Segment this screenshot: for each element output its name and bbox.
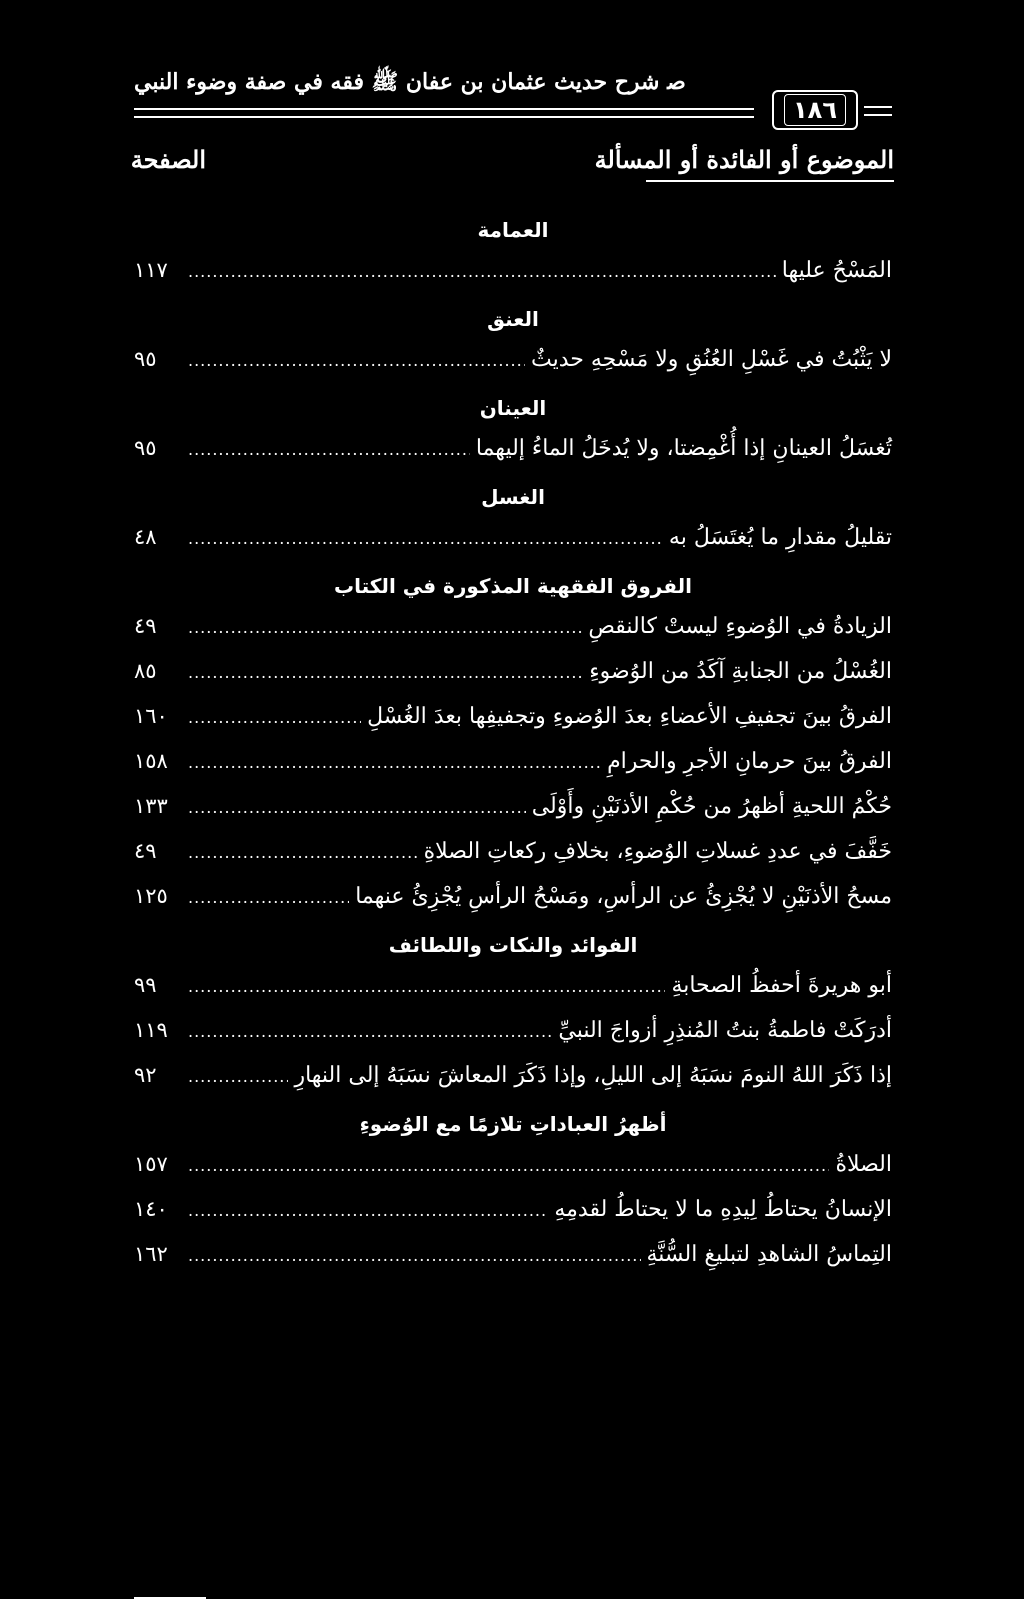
entry-topic: الإنسانُ يحتاطُ لِيدِهِ ما لا يحتاطُ لقدمِهِ xyxy=(554,1197,892,1222)
column-header-page: الصفحة xyxy=(134,145,206,1599)
index-entry xyxy=(134,739,892,784)
entry-topic: لا يَثْبُتُ في غَسْلِ العُنُقِ ولا مَسْحِهِ حديثٌ xyxy=(530,347,892,372)
entry-page-number: ١٣٣ xyxy=(134,794,168,818)
entry-page-number: ١١٩ xyxy=(134,1018,168,1042)
section-title: الغسل xyxy=(481,485,545,509)
entry-page-number: ١٥٧ xyxy=(134,1152,168,1176)
entry-page-number: ١١٧ xyxy=(134,258,168,282)
entry-topic: تُغسَلُ العينانِ إذا أُغْمِضتا، ولا يُدخَلُ الماءُ إليهما xyxy=(475,436,892,461)
entry-page-number: ١٦٠ xyxy=(134,704,168,728)
section-title: العينان xyxy=(479,396,547,420)
entry-topic: التِماسُ الشاهدِ لتبليغِ السُّنَّةِ xyxy=(646,1242,892,1267)
dot-leader xyxy=(188,964,665,1009)
entry-topic: الصلاةُ xyxy=(835,1152,892,1177)
section-title: العنق xyxy=(487,307,539,331)
page-number: ١٨٦ xyxy=(784,94,846,126)
index-entry xyxy=(134,829,892,874)
dot-leader xyxy=(188,249,776,294)
dot-leader xyxy=(188,740,601,785)
entry-topic: الفرقُ بينَ تجفيفِ الأعضاءِ بعدَ الوُضوءِ وتجفيفِها بعدَ الغُسْلِ xyxy=(367,704,892,729)
index-entry xyxy=(134,248,892,293)
section-title: الفوائد والنكات واللطائف xyxy=(388,933,638,957)
entry-page-number: ٤٨ xyxy=(134,525,157,549)
entry-topic: الزيادةُ في الوُضوءِ ليستْ كالنقصِ xyxy=(588,614,892,639)
dot-leader xyxy=(188,695,361,740)
dot-leader xyxy=(188,427,470,472)
index-entry xyxy=(134,1053,892,1098)
index-entry xyxy=(134,963,892,1008)
index-entry xyxy=(134,874,892,919)
index-entry xyxy=(134,515,892,560)
entry-topic: المَسْحُ عليها xyxy=(781,258,892,283)
dot-leader xyxy=(188,1188,548,1233)
index-entry xyxy=(134,1008,892,1053)
entry-page-number: ٨٥ xyxy=(134,659,157,683)
entry-page-number: ١٦٢ xyxy=(134,1242,168,1266)
entry-page-number: ٩٥ xyxy=(134,347,157,371)
index-content xyxy=(134,204,892,1277)
entry-topic: مسحُ الأذنَيْنِ لا يُجْزِئُ عن الرأسِ، ومَسْحُ الرأسِ يُجْزِئُ عنهما xyxy=(355,884,892,909)
entry-page-number: ١٤٠ xyxy=(134,1197,168,1221)
header-rule xyxy=(134,108,754,118)
index-entry xyxy=(134,1232,892,1277)
dot-leader xyxy=(188,830,418,875)
dot-leader xyxy=(188,1143,829,1188)
index-entry xyxy=(134,426,892,471)
index-entry xyxy=(134,649,892,694)
section-title: الفروق الفقهية المذكورة في الكتاب xyxy=(334,574,692,598)
index-entry xyxy=(134,604,892,649)
section-title: العمامة xyxy=(477,218,549,242)
dot-leader xyxy=(188,1233,641,1278)
entry-page-number: ٤٩ xyxy=(134,839,157,863)
running-title: ﺻ ﺷﺮح ﺣﺪﻳﺚ ﻋﺜﻤﺎن ﺑﻦ ﻋﻔﺎن ﷺ ﻓﻘﻪ ﻓﻲ ﺻﻔﺔ وﺿﻮء اﻟﻨﺒﻲ xyxy=(134,69,686,95)
section-title: أظهرُ العباداتِ تلازمًا مع الوُضوءِ xyxy=(359,1112,667,1136)
index-entry xyxy=(134,694,892,739)
dot-leader xyxy=(188,650,583,695)
entry-page-number: ٩٩ xyxy=(134,973,157,997)
index-entry xyxy=(134,784,892,829)
dot-leader xyxy=(188,605,582,650)
entry-page-number: ١٢٥ xyxy=(134,884,168,908)
page-number-frame xyxy=(772,90,858,130)
index-entry xyxy=(134,337,892,382)
page-header xyxy=(134,62,892,132)
entry-page-number: ٩٢ xyxy=(134,1063,157,1087)
index-entry xyxy=(134,1187,892,1232)
dot-leader xyxy=(188,785,526,830)
entry-page-number: ٤٩ xyxy=(134,614,157,638)
header-rule-short xyxy=(864,106,892,116)
index-entry xyxy=(134,1142,892,1187)
entry-page-number: ٩٥ xyxy=(134,436,157,460)
entry-topic: الفرقُ بينَ حرمانِ الأجرِ والحرامِ xyxy=(607,749,892,774)
entry-topic: خَفَّفَ في عددِ غسلاتِ الوُضوءِ، بخلافِ ركعاتِ الصلاةِ xyxy=(423,839,892,864)
entry-topic: تقليلُ مقدارِ ما يُغتَسَلُ به xyxy=(668,525,892,550)
entry-topic: إذا ذَكَرَ اللهُ النومَ نسَبَهُ إلى الليلِ، وإذا ذَكَرَ المعاشَ نسَبَهُ إلى النهارِ xyxy=(294,1063,892,1088)
dot-leader xyxy=(188,516,663,561)
column-header-topic: الموضوع أو الفائدة أو المسألة xyxy=(646,145,894,182)
entry-topic: الغُسْلُ من الجنابةِ آكَدُ من الوُضوءِ xyxy=(589,659,892,684)
entry-topic: أدرَكَتْ فاطمةُ بنتُ المُنذِرِ أزواجَ النبيِّ xyxy=(558,1018,892,1043)
dot-leader xyxy=(188,1054,288,1099)
dot-leader xyxy=(188,338,525,383)
entry-topic: حُكْمُ اللحيةِ أظهرُ من حُكْمِ الأذنَيْنِ وأَوْلَى xyxy=(531,794,892,819)
dot-leader xyxy=(188,875,349,920)
entry-topic: أبو هريرةَ أحفظُ الصحابةِ xyxy=(671,973,892,998)
dot-leader xyxy=(188,1009,552,1054)
entry-page-number: ١٥٨ xyxy=(134,749,168,773)
